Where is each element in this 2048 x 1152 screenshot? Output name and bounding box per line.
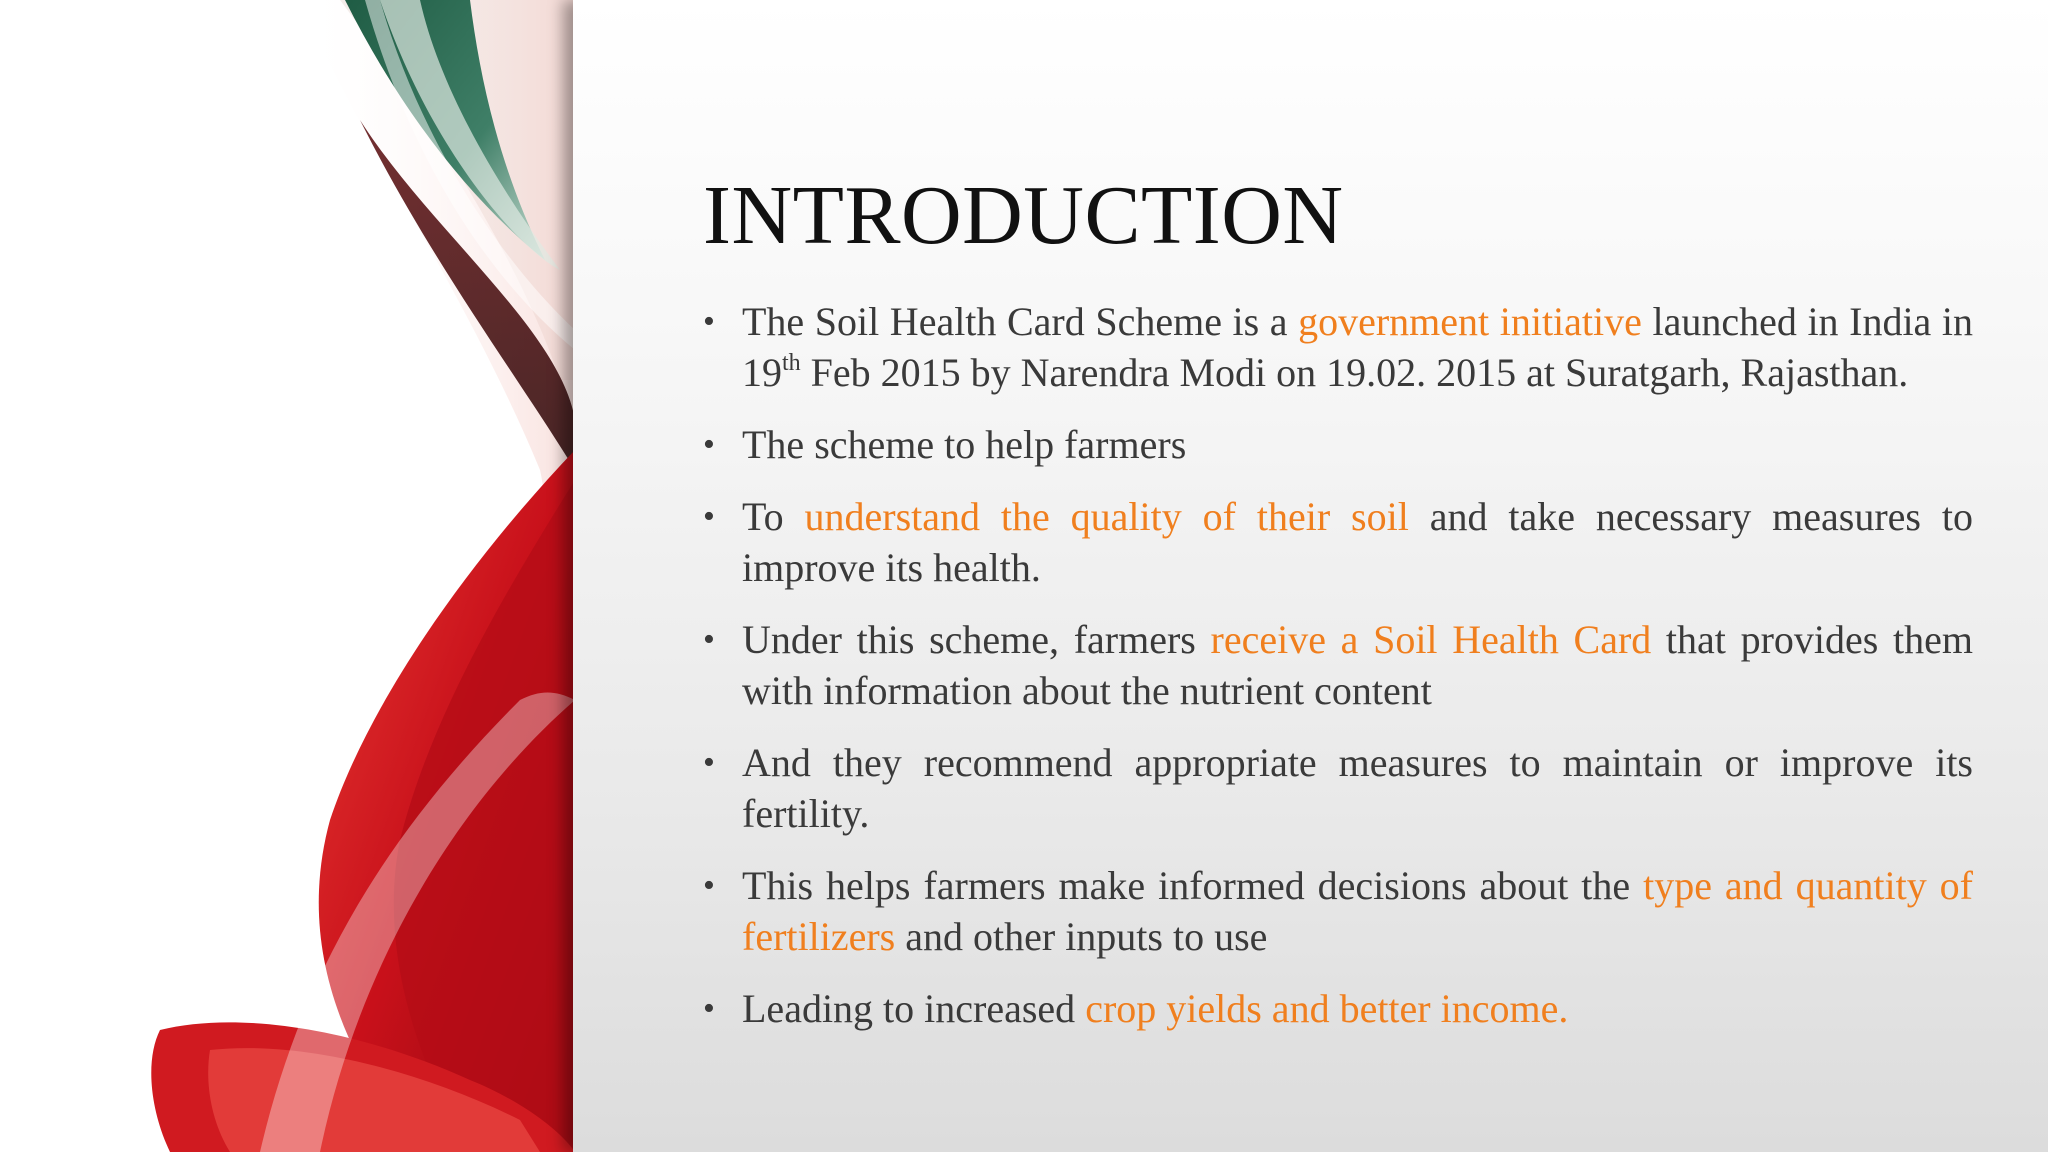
bullet-marker: •	[703, 426, 715, 463]
list-item	[703, 419, 1973, 470]
decorative-ribbon-panel	[0, 0, 575, 1152]
bullet-text: The scheme to help farmers	[742, 422, 1187, 467]
bullet-highlight: crop yields and better income.	[1085, 986, 1569, 1031]
bullet-text: and take necessary measures to improve its health.	[742, 494, 1973, 590]
bullet-marker: •	[703, 498, 715, 535]
ribbon-art	[0, 0, 575, 1152]
bullet-highlight: type and quantity of fertilizers	[742, 863, 1973, 959]
bullet-marker: •	[703, 303, 715, 340]
list-item	[703, 614, 1973, 716]
bullet-text: To	[742, 494, 805, 539]
bullet-marker: •	[703, 744, 715, 781]
list-item	[703, 491, 1973, 593]
ordinal-superscript: th	[782, 350, 801, 376]
bullet-text: and other inputs to use	[895, 914, 1268, 959]
list-item	[703, 737, 1973, 839]
slide-title: INTRODUCTION	[703, 169, 1344, 262]
bullet-text: Leading to increased	[742, 986, 1086, 1031]
bullet-marker: •	[703, 867, 715, 904]
bullet-list	[703, 296, 1973, 1055]
bullet-marker: •	[703, 621, 715, 658]
bullet-marker: •	[703, 990, 715, 1027]
list-item	[703, 983, 1973, 1034]
bullet-highlight: government initiative	[1298, 299, 1642, 344]
bullet-text: The Soil Health Card Scheme is a	[742, 299, 1299, 344]
bullet-text: Under this scheme, farmers	[742, 617, 1211, 662]
bullet-text: launched in India in 19	[742, 299, 1973, 395]
bullet-text: And they recommend appropriate measures to maintain or improve its fertility.	[742, 740, 1973, 836]
bullet-highlight: receive a Soil Health Card	[1210, 617, 1652, 662]
list-item	[703, 860, 1973, 962]
bullet-highlight: understand the quality of their soil	[804, 494, 1409, 539]
list-item	[703, 296, 1973, 398]
bullet-text: This helps farmers make informed decisions about the	[742, 863, 1644, 908]
bullet-text: that provides them with information about the nutrient content	[742, 617, 1973, 713]
bullet-text: Feb 2015 by Narendra Modi on 19.02. 2015 at Suratgarh, Rajasthan.	[800, 350, 1909, 395]
